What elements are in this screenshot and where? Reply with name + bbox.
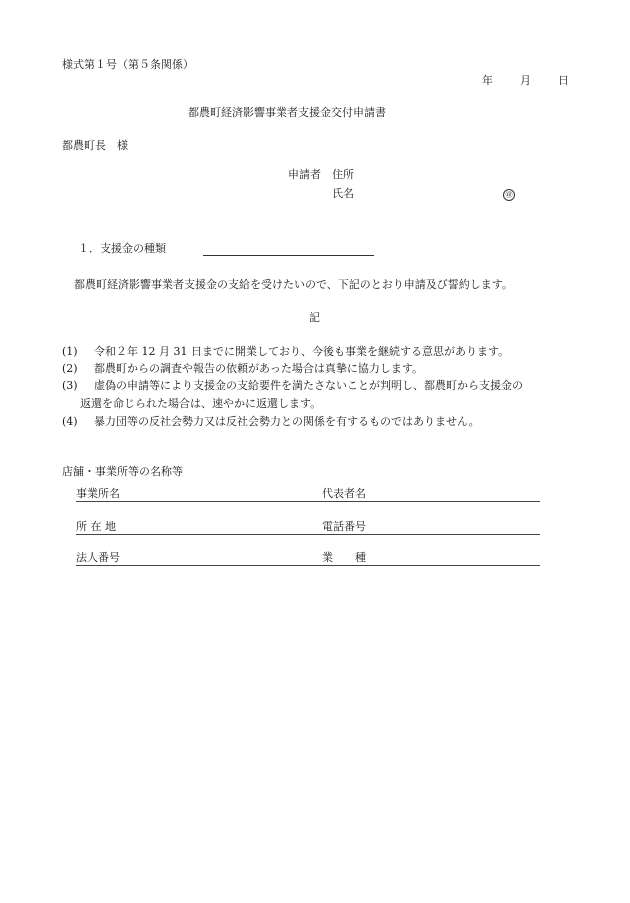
business-name-label: 事業所名 (76, 487, 120, 500)
location-label: 所 在 地 (76, 520, 116, 533)
date-day-label: 日 (558, 74, 569, 87)
form-number: 様式第１号（第５条関係） (62, 58, 194, 71)
row-line[interactable] (76, 565, 540, 566)
corporate-number-label: 法人番号 (76, 551, 120, 564)
pledge-text: 令和２年 12 月 31 日までに開業しており、今後も事業を継続する意思があります。 (94, 345, 510, 358)
date-year-label: 年 (482, 74, 493, 87)
document-title: 都農町経済影響事業者支援金交付申請書 (188, 106, 386, 119)
industry-label: 業 種 (322, 551, 366, 564)
date-month-label: 月 (520, 74, 531, 87)
pledge-num: (3) (62, 379, 78, 392)
pledge-num: (2) (62, 362, 78, 375)
pledge-text: 虚偽の申請等により支援金の支給要件を満たさないことが判明し、都農町から支援金の (94, 379, 523, 392)
applicant-label: 申請者 (288, 168, 321, 181)
pledge-num: (4) (62, 415, 78, 428)
pledge-text: 暴力団等の反社会勢力又は反社会勢力との関係を有するものではありません。 (94, 415, 480, 428)
intro-text: 都農町経済影響事業者支援金の支給を受けたいので、下記のとおり申請及び誓約します。 (74, 278, 513, 291)
row-line[interactable] (76, 501, 540, 502)
seal-mark (503, 187, 515, 201)
seal-icon: ㊞ (503, 189, 515, 201)
address-label: 住所 (332, 168, 354, 181)
pledge-text: 都農町からの調査や報告の依頼があった場合は真摯に協力します。 (94, 362, 424, 375)
support-type-field[interactable] (203, 255, 374, 256)
phone-label: 電話番号 (322, 520, 366, 533)
name-label: 氏名 (332, 187, 354, 200)
row-line[interactable] (76, 534, 540, 535)
ki-heading: 記 (309, 311, 320, 324)
support-type-label: １．支援金の種類 (78, 242, 166, 255)
pledge-text-continuation: 返還を命じられた場合は、速やかに返還します。 (80, 397, 322, 410)
representative-label: 代表者名 (322, 487, 366, 500)
date-line (482, 74, 569, 88)
addressee: 都農町長 様 (62, 139, 128, 152)
shop-heading: 店舗・事業所等の名称等 (62, 465, 183, 478)
pledge-num: (1) (62, 345, 78, 358)
